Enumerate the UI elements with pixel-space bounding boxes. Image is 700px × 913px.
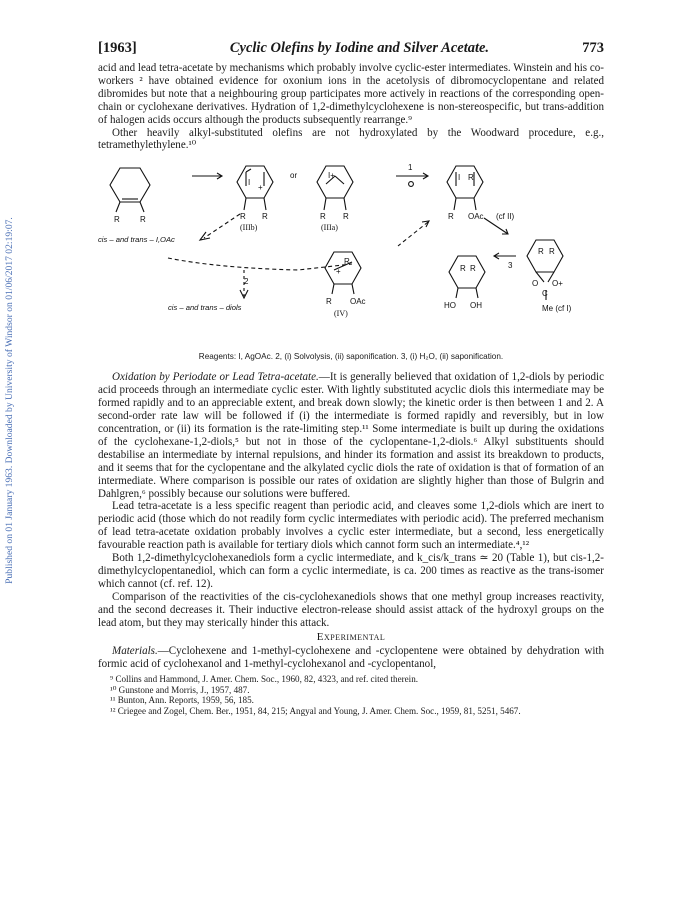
label-R: R	[468, 173, 474, 183]
IIIa-ring	[317, 166, 353, 198]
experimental-heading: Experimental	[316, 631, 386, 644]
label-O: O	[532, 279, 539, 289]
reaction-scheme	[98, 158, 604, 350]
paragraph-lead-tetraacetate: Lead tetra-acetate is a less specific reagent than periodic acid, and cleaves some 1,2-diols which are inert to periodic acid (those which do not readily form cyclic intermediates with periodic acid). The preferred mechanism of lead tetra-acetate oxidation probably involves a cyclic ester intermediate, but a second, less energetically favourable reaction path is available for tertiary diols which cannot form such an intermediate.⁴,¹²	[98, 500, 604, 552]
section-oxidation-heading: Oxidation by Periodate or Lead Tetra-acetate.	[112, 371, 319, 384]
IIIb-ring	[237, 166, 273, 198]
journal-page	[98, 40, 604, 717]
footnote-11: ¹¹ Bunton, Ann. Reports, 1959, 56, 185.	[110, 695, 254, 706]
label-plus: +	[336, 267, 341, 277]
reagents-caption: Reagents: I, AgOAc. 2, (i) Solvolysis, (ii) saponification. 3, (i) H₂O, (ii) saponification.	[198, 352, 504, 362]
paragraph-dimethylcyclohexanediols: Both 1,2-dimethylcyclohexanediols form a cyclic intermediate, and k_cis/k_trans ≃ 20 (Table 1), but cis-1,2-dimethylcyclopentanediol, which can form a cyclic intermediate, is ca. 200 times as reactive as the trans-isomer which cannot (cf. ref. 12).	[98, 552, 604, 590]
label-HO: HO	[444, 301, 456, 311]
arrow-IV-to-IIIa	[398, 222, 428, 246]
paragraph-1: acid and lead tetra-acetate by mechanisms which probably involve cyclic-ester intermediates. Winstein and his co-workers ² have obtained evidence for oxonium ions in the acetolysis of dibromocyclopentane and related dibromides but note that a neighbouring group participates more actively in reactions of the corresponding open-chain or cyclohexane derivatives. Hydration of 1,2-dimethylcyclohexene is non-stereospecific, but trans-addition of halogen acids occurs although the products subsequently rearrange.⁹	[98, 62, 604, 126]
label-I: I	[458, 173, 461, 183]
trans-iodoacetate-ring	[447, 166, 483, 198]
materials-body: —Cyclohexene and 1-methyl-cyclohexene and -cyclopentene were obtained by dehydration with formic acid of cyclohexanol and 1-methyl-cyclohexanol and -cyclopentanol,	[98, 645, 604, 671]
reaction-scheme-drawing	[98, 158, 604, 350]
dashed-path-solvolysis	[168, 258, 352, 270]
label-OH: OH	[470, 301, 482, 311]
materials-heading: Materials.	[112, 645, 158, 658]
IV-ring	[325, 252, 361, 284]
label-cf-II: (cf II)	[496, 212, 515, 222]
label-plus: +	[258, 183, 263, 193]
header-year: [1963]	[98, 40, 137, 56]
label-R: R	[140, 215, 146, 225]
label-OAc: OAc	[468, 212, 484, 222]
label-R: R	[343, 212, 349, 222]
paragraph-2: Other heavily alkyl-substituted olefins are not hydroxylated by the Woodward procedure, e.g., tetramethylethylene.¹⁰	[98, 126, 604, 152]
header-title: Cyclic Olefins by Iodine and Silver Acetate.	[229, 40, 490, 56]
label-IIIa: (IIIa)	[321, 223, 338, 233]
diol-ring	[449, 256, 485, 288]
label-R: R	[240, 212, 246, 222]
arrow-IIIb-to-IOAc	[204, 214, 240, 238]
label-R: R	[470, 264, 476, 274]
label-or: or	[290, 171, 298, 181]
label-R: R	[549, 247, 555, 257]
label-R: R	[262, 212, 268, 222]
cyclohexene-ring	[110, 168, 150, 202]
section-oxidation	[98, 371, 604, 500]
label-Me-cf-I: Me (cf I)	[542, 304, 572, 314]
label-R: R	[460, 264, 466, 274]
download-watermark-text: Published on 01 January 1963. Downloaded by University of Windsor on 01/06/2017 02:19:07.	[3, 216, 15, 584]
footnote-9: ⁹ Collins and Hammond, J. Amer. Chem. Soc., 1960, 82, 4323, and ref. cited therein.	[110, 674, 419, 685]
label-R: R	[320, 212, 326, 222]
label-cis-trans-diols: cis – and trans – diols	[168, 303, 242, 313]
label-IIIb: (IIIb)	[240, 223, 258, 233]
label-step-3: 3	[508, 261, 513, 271]
label-step-2: 2	[244, 277, 249, 287]
header-page-number: 773	[582, 40, 604, 56]
paragraph-materials	[98, 645, 604, 671]
label-cis-trans-IOAc: cis – and trans – I,OAc	[98, 235, 175, 245]
paragraph-comparison: Comparison of the reactivities of the cis-cyclohexanediols shows that one methyl group increases reactivity, and the second decreases it. Their inductive electron-release should assist attack of the hydroxyl groups on the lead atom, but they may sterically hinder this attack.	[98, 590, 604, 629]
label-IV: (IV)	[334, 309, 348, 319]
section-oxidation-body: —It is generally believed that oxidation of 1,2-diols by periodic acid proceeds through an intermediate cyclic ester. With lightly substituted acyclic diols this intermediate may be formed rapidly and to an appreciable extent, and break down slowly; the kinetic order is then between 1 and 2. A second-order rate law will be followed if (i) the intermediate is formed rapidly and reversibly, but in low concentration, or (ii) its formation is the rate-limiting step.¹¹ Some intermediate is built up during the oxidations of the cyclohexane-1,2-diols,⁵ but not in those of the cyclopentane-1,2-diols.⁶ Alkyl substituents should destabilise an intermediate by internal repulsions, and hinder its formation and assist its breakdown to products, and it seems that for the cyclopentane and the alkylated cyclic diols the rate of oxidation is that of formation of an intermediate. Where comparison is possible our rates of oxidation are slightly higher than those of Bulgrin and Dahlgren,⁶ possibly because our solutions were buffered.	[98, 371, 604, 500]
label-step-1: 1	[408, 163, 413, 173]
label-C: C	[542, 289, 548, 299]
dioxolanium-ring	[527, 240, 563, 272]
label-OAc: OAc	[350, 297, 366, 307]
label-R: R	[114, 215, 120, 225]
running-header	[98, 40, 604, 57]
footnote-10: ¹⁰ Gunstone and Morris, J., 1957, 487.	[110, 684, 250, 695]
footnotes	[98, 674, 604, 716]
label-O-plus: O+	[552, 279, 563, 289]
label-I-plus: I+	[328, 171, 335, 181]
label-I: I	[248, 178, 251, 188]
label-R: R	[344, 257, 350, 267]
label-R: R	[326, 297, 332, 307]
label-R: R	[538, 247, 544, 257]
label-R: R	[448, 212, 454, 222]
footnote-12: ¹² Criegee and Zogel, Chem. Ber., 1951, 84, 215; Angyal and Young, J. Amer. Chem. Soc., 1959, 81, 5251, 5467.	[110, 706, 521, 717]
download-watermark	[2, 140, 16, 660]
